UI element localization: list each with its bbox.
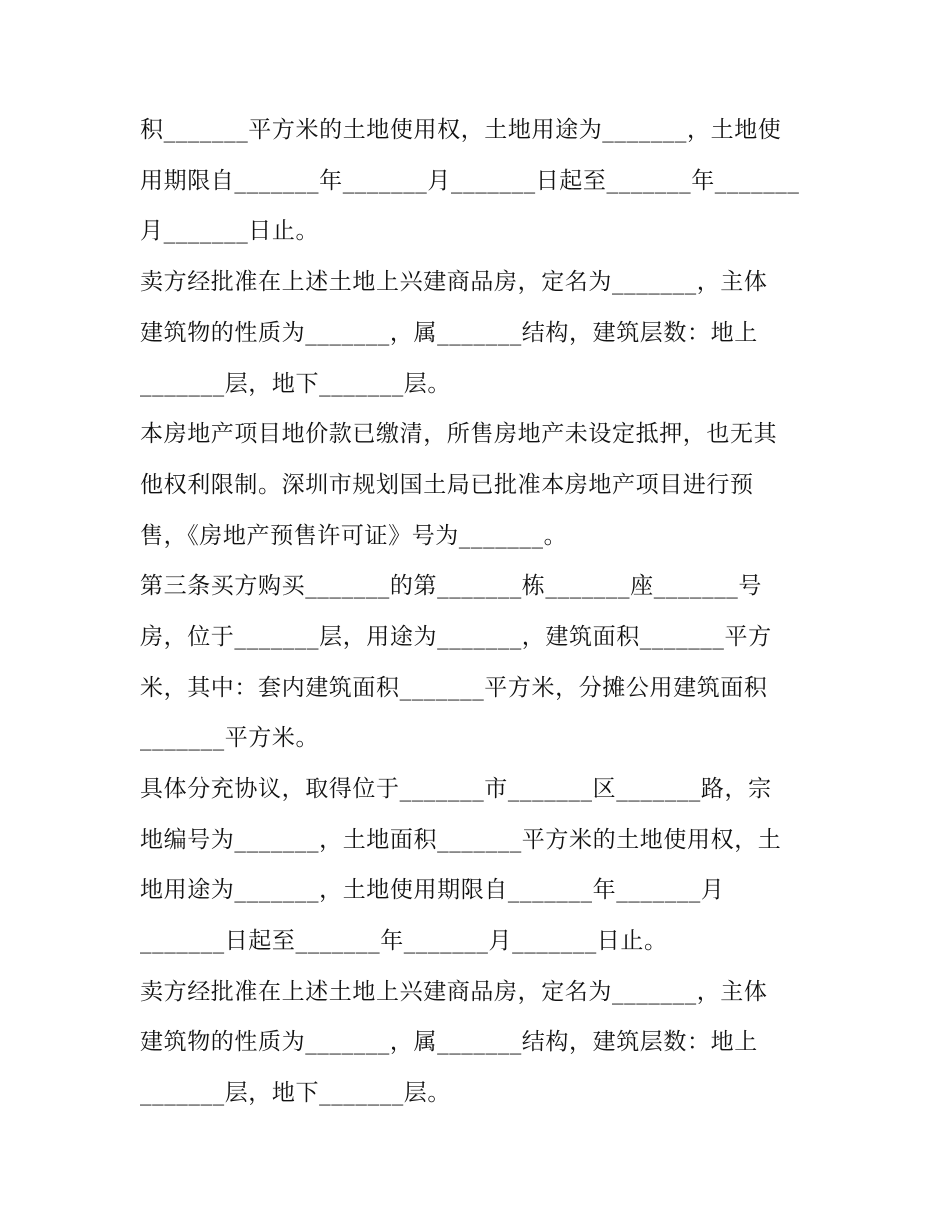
text-line: 他权利限制。深圳市规划国土局已批准本房地产项目进行预 [140,472,754,498]
text-line: 积_______平方米的土地使用权，土地用途为_______，土地使 [140,117,782,143]
text-line: 用期限自_______年_______月_______日起至_______年_______ [140,168,800,194]
text-line: 房，位于_______层，用途为_______，建筑面积_______平方 [140,624,772,650]
text-line: _______日起至_______年_______月_______日止。 [140,928,668,954]
text-line: 本房地产项目地价款已缴清，所售房地产未设定抵押，也无其 [140,421,778,447]
text-line: 建筑物的性质为_______，属_______结构，建筑层数：地上 [140,320,758,346]
text-line: 具体分充协议，取得位于_______市_______区_______路，宗 [140,776,772,802]
text-line: 地用途为_______，土地使用期限自_______年_______月 [140,877,725,903]
text-line: 月_______日止。 [140,218,320,244]
text-line: _______层，地下_______层。 [140,371,451,397]
text-line: 售，《房地产预售许可证》号为_______。 [140,523,568,549]
text-line: 卖方经批准在上述土地上兴建商品房，定名为_______，主体 [140,979,768,1005]
text-line: _______层，地下_______层。 [140,1080,451,1106]
text-line: 建筑物的性质为_______，属_______结构，建筑层数：地上 [140,1029,758,1055]
text-line: 第三条买方购买_______的第_______栋_______座_______号 [140,573,762,599]
text-line: 米，其中：套内建筑面积_______平方米，分摊公用建筑面积 [140,675,768,701]
text-line: 卖方经批准在上述土地上兴建商品房，定名为_______，主体 [140,269,768,295]
text-line: _______平方米。 [140,725,320,751]
text-line: 地编号为_______，土地面积_______平方米的土地使用权，土 [140,827,782,853]
